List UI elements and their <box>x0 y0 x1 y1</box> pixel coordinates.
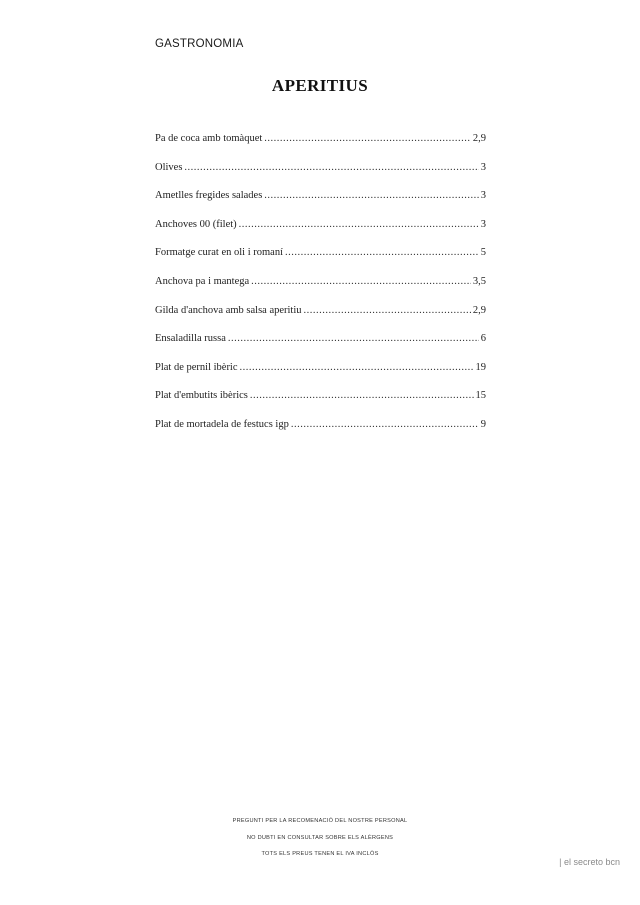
dot-leader <box>239 219 479 230</box>
dot-leader <box>228 333 479 344</box>
menu-item <box>155 362 486 391</box>
footer-note-allergens: NO DUBTI EN CONSULTAR SOBRE ELS ALÈRGENS <box>246 834 394 841</box>
footer-notes <box>0 816 640 866</box>
menu-item <box>155 247 486 276</box>
dot-leader <box>250 390 474 401</box>
menu-item <box>155 276 486 305</box>
menu-list <box>155 133 486 448</box>
menu-item-name: Formatge curat en oli i romaní <box>155 247 284 259</box>
dot-leader <box>251 276 471 287</box>
menu-item <box>155 162 486 191</box>
menu-item <box>155 219 486 248</box>
dot-leader <box>285 247 479 258</box>
menu-item-name: Olives <box>155 161 183 173</box>
menu-item-price: 3,5 <box>472 275 486 287</box>
dot-leader <box>291 419 479 430</box>
footer-note-vat: TOTS ELS PREUS TENEN EL IVA INCLÒS <box>261 851 379 857</box>
menu-item <box>155 305 486 334</box>
menu-item-price: 6 <box>480 333 486 345</box>
menu-item-price: 15 <box>475 390 486 402</box>
dot-leader <box>184 162 478 173</box>
dot-leader <box>240 362 474 373</box>
menu-item-price: 3 <box>480 218 486 230</box>
menu-item-name: Anchova pa i mantega <box>155 275 250 287</box>
section-label: GASTRONOMIA <box>155 38 244 50</box>
brand-signature: | el secreto bcn <box>559 857 620 867</box>
menu-item <box>155 333 486 362</box>
menu-item-name: Ametlles fregides salades <box>155 190 263 202</box>
menu-item-name: Plat de pernil ibèric <box>155 361 238 373</box>
dot-leader <box>304 305 471 316</box>
menu-item <box>155 190 486 219</box>
dot-leader <box>264 133 471 144</box>
dot-leader <box>264 190 478 201</box>
menu-item <box>155 133 486 162</box>
menu-item-name: Anchoves 00 (filet) <box>155 218 237 230</box>
menu-item-price: 3 <box>480 161 486 173</box>
page-title: APERITIUS <box>271 76 369 95</box>
menu-item-name: Gilda d'anchova amb salsa aperitiu <box>155 304 302 316</box>
menu-item-price: 2,9 <box>472 133 486 144</box>
footer-note-recommendation: PREGUNTI PER LA RECOMENACIÓ DEL NOSTRE PERSONAL <box>232 818 408 824</box>
menu-item-price: 9 <box>480 418 486 430</box>
menu-item-price: 3 <box>480 190 486 202</box>
menu-item-price: 2,9 <box>472 304 486 316</box>
menu-item-name: Pa de coca amb tomàquet <box>155 133 263 144</box>
menu-item-name: Plat de mortadela de festucs igp <box>155 418 289 430</box>
menu-item-name: Ensaladilla russa <box>155 333 226 345</box>
menu-item-price: 19 <box>475 361 486 373</box>
menu-item-price: 5 <box>480 247 486 259</box>
menu-item <box>155 419 486 448</box>
menu-item <box>155 390 486 419</box>
menu-item-name: Plat d'embutits ibèrics <box>155 390 248 402</box>
